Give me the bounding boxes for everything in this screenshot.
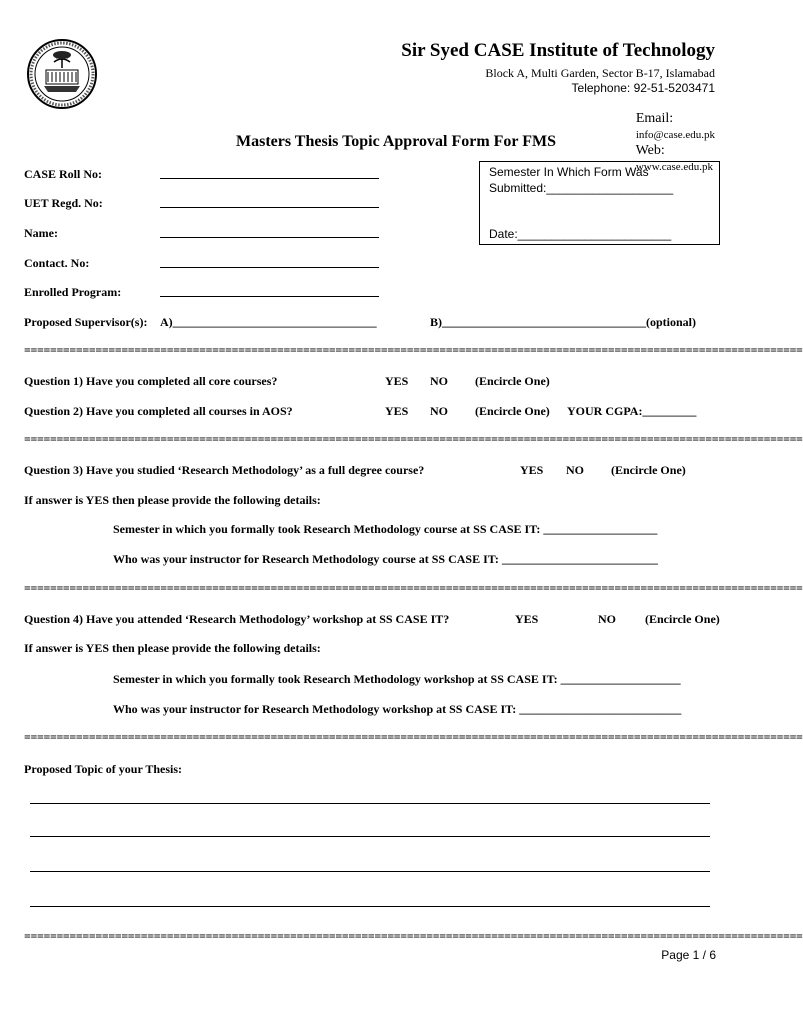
name-field[interactable] bbox=[160, 237, 379, 238]
web-label: Web: bbox=[635, 143, 665, 158]
program-field[interactable] bbox=[160, 296, 379, 297]
q4-instructor-field[interactable]: Who was your instructor for Research Methodology workshop at SS CASE IT: ___________________________ bbox=[113, 702, 682, 716]
separator: ======================================================================================================================== bbox=[24, 581, 803, 595]
page-number: Page 1 / 6 bbox=[661, 948, 716, 962]
q3-hint: (Encircle One) bbox=[611, 463, 686, 477]
email-label: Email: bbox=[635, 111, 674, 126]
roll-label: CASE Roll No: bbox=[24, 167, 103, 181]
contact-field[interactable] bbox=[160, 267, 379, 268]
q2-yes-option[interactable]: YES bbox=[385, 404, 409, 418]
q4-hint: (Encircle One) bbox=[645, 612, 720, 626]
q1-no-option[interactable]: NO bbox=[430, 374, 448, 388]
institute-telephone: Telephone: 92-51-5203471 bbox=[571, 81, 715, 95]
topic-label: Proposed Topic of your Thesis: bbox=[24, 762, 183, 776]
topic-line[interactable] bbox=[30, 836, 710, 837]
q1-hint: (Encircle One) bbox=[475, 374, 550, 388]
semester-line2[interactable]: Submitted:___________________ bbox=[489, 181, 674, 195]
form-title: Masters Thesis Topic Approval Form For FMS bbox=[236, 133, 557, 150]
q4-yes-option[interactable]: YES bbox=[515, 612, 539, 626]
email-link[interactable]: info@case.edu.pk bbox=[635, 129, 715, 141]
date-field[interactable]: Date:_______________________ bbox=[489, 227, 672, 241]
roll-field[interactable] bbox=[160, 178, 379, 179]
topic-line[interactable] bbox=[30, 871, 710, 872]
separator: ======================================================================================================================== bbox=[24, 432, 803, 446]
name-label: Name: bbox=[24, 226, 58, 240]
web-link[interactable]: www.case.edu.pk bbox=[635, 161, 714, 173]
program-label: Enrolled Program: bbox=[24, 285, 122, 299]
separator: ======================================================================================================================== bbox=[24, 343, 803, 357]
q4-semester-field[interactable]: Semester in which you formally took Research Methodology workshop at SS CASE IT: ____________________ bbox=[113, 672, 681, 686]
question-3: Question 3) Have you studied ‘Research Methodology’ as a full degree course? bbox=[24, 463, 425, 477]
q1-yes-option[interactable]: YES bbox=[385, 374, 409, 388]
q2-no-option[interactable]: NO bbox=[430, 404, 448, 418]
supervisor-a-field[interactable]: A)__________________________________ bbox=[160, 315, 377, 329]
question-4: Question 4) Have you attended ‘Research Methodology’ workshop at SS CASE IT? bbox=[24, 612, 450, 626]
q4-no-option[interactable]: NO bbox=[598, 612, 616, 626]
institute-logo bbox=[26, 38, 98, 110]
contact-label: Contact. No: bbox=[24, 256, 90, 270]
uet-field[interactable] bbox=[160, 207, 379, 208]
q3-no-option[interactable]: NO bbox=[566, 463, 584, 477]
if-yes-note: If answer is YES then please provide the following details: bbox=[24, 493, 321, 507]
q3-yes-option[interactable]: YES bbox=[520, 463, 544, 477]
separator: ======================================================================================================================== bbox=[24, 730, 803, 744]
q3-instructor-field[interactable]: Who was your instructor for Research Methodology course at SS CASE IT: __________________________ bbox=[113, 552, 658, 566]
question-2: Question 2) Have you completed all courses in AOS? bbox=[24, 404, 293, 418]
institute-address: Block A, Multi Garden, Sector B-17, Islamabad bbox=[485, 66, 715, 80]
q2-hint: (Encircle One) bbox=[475, 404, 550, 418]
q3-semester-field[interactable]: Semester in which you formally took Research Methodology course at SS CASE IT: ___________________ bbox=[113, 522, 658, 536]
supervisor-label: Proposed Supervisor(s): bbox=[24, 315, 148, 329]
semester-line1: Semester In Which Form Was bbox=[489, 165, 649, 179]
cgpa-field[interactable]: YOUR CGPA:_________ bbox=[567, 404, 697, 418]
supervisor-b-field[interactable]: B)__________________________________(optional) bbox=[430, 315, 697, 329]
topic-line[interactable] bbox=[30, 803, 710, 804]
institute-name: Sir Syed CASE Institute of Technology bbox=[401, 40, 715, 61]
separator: ======================================================================================================================== bbox=[24, 929, 803, 943]
if-yes-note: If answer is YES then please provide the following details: bbox=[24, 641, 321, 655]
topic-line[interactable] bbox=[30, 906, 710, 907]
question-1: Question 1) Have you completed all core courses? bbox=[24, 374, 278, 388]
uet-label: UET Regd. No: bbox=[24, 196, 103, 210]
